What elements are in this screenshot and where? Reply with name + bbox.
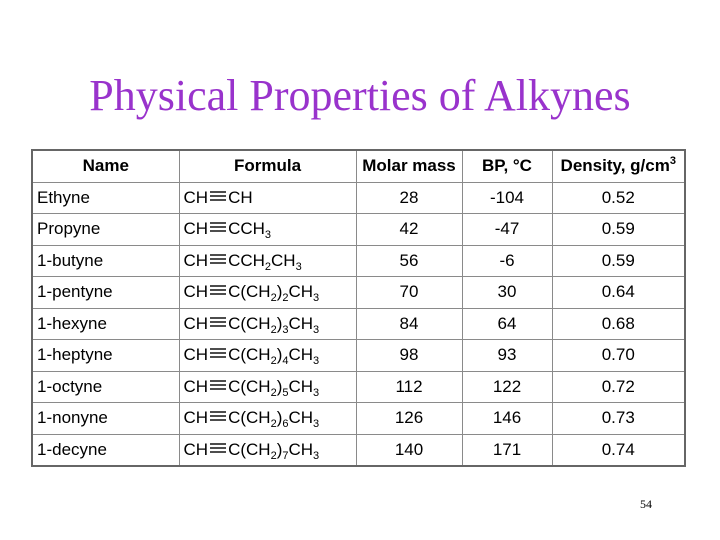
bp-value: -6: [499, 250, 515, 270]
formula-right-2: ): [276, 282, 283, 302]
molar-mass-value: 70: [399, 282, 419, 302]
formula-tail: CH: [288, 408, 314, 428]
formula-right: CCH: [228, 250, 265, 270]
cell-molar-mass: [356, 182, 462, 214]
density-value: 0.68: [601, 313, 635, 333]
cell-name: [32, 182, 179, 214]
formula-right: CH: [228, 187, 253, 207]
formula-subscript-3: 3: [313, 323, 320, 336]
bp-value: -47: [494, 219, 520, 239]
cell-density: [552, 403, 685, 435]
slide-title: Physical Properties of Alkynes: [89, 71, 631, 120]
compound-name: 1-decyne: [37, 439, 107, 459]
cell-name: [32, 245, 179, 277]
formula-left: CH: [183, 282, 209, 302]
density-value: 0.74: [601, 439, 635, 459]
cell-molar-mass: [356, 214, 462, 246]
formula-subscript-2: 7: [282, 449, 289, 462]
table-header-row: [32, 150, 685, 182]
bp-value: 64: [497, 313, 517, 333]
molar-mass-value: 140: [394, 439, 424, 459]
formula-right-2: ): [276, 313, 283, 333]
cell-density: [552, 277, 685, 309]
table-row: [32, 308, 685, 340]
cell-name: [32, 308, 179, 340]
table-body: [32, 182, 685, 466]
formula-left: CH: [183, 408, 209, 428]
cell-formula: [179, 434, 356, 466]
density-value: 0.73: [601, 408, 635, 428]
cell-density: [552, 245, 685, 277]
formula-right: C(CH: [228, 439, 271, 459]
formula-subscript-3: 3: [313, 386, 320, 399]
formula-left: CH: [183, 376, 209, 396]
formula-subscript: 2: [270, 292, 277, 305]
cell-density: [552, 340, 685, 372]
compound-name: Propyne: [37, 219, 101, 239]
density-value: 0.59: [601, 219, 635, 239]
formula-right-2: ): [276, 345, 283, 365]
header-density: [552, 150, 685, 182]
formula-left: CH: [183, 313, 209, 333]
compound-name: 1-octyne: [37, 376, 103, 396]
bp-value: -104: [489, 187, 525, 207]
molar-mass-value: 126: [394, 408, 424, 428]
formula-tail: CH: [288, 313, 314, 333]
triple-bond-icon: [209, 442, 227, 454]
formula-subscript: 2: [270, 323, 277, 336]
formula-right-2: ): [276, 408, 283, 428]
cell-density: [552, 214, 685, 246]
table-row: [32, 214, 685, 246]
cell-bp: [462, 245, 552, 277]
cell-bp: [462, 403, 552, 435]
table-row: [32, 371, 685, 403]
formula-right: CCH: [228, 219, 265, 239]
formula-subscript-2: 3: [295, 260, 302, 273]
compound-name: 1-heptyne: [37, 345, 113, 365]
cell-molar-mass: [356, 434, 462, 466]
bp-value: 171: [492, 439, 522, 459]
header-name: Name: [32, 150, 179, 182]
formula-subscript: 3: [264, 229, 272, 242]
formula-right: C(CH: [228, 313, 271, 333]
cell-molar-mass: [356, 403, 462, 435]
cell-name: [32, 403, 179, 435]
alkyne-properties-table: [31, 149, 686, 467]
formula-subscript: 2: [264, 260, 272, 273]
cell-name: [32, 434, 179, 466]
triple-bond-icon: [209, 410, 227, 422]
cell-formula: [179, 277, 356, 309]
density-value: 0.72: [601, 376, 635, 396]
cell-density: [552, 434, 685, 466]
formula-right: C(CH: [228, 345, 271, 365]
table-row: [32, 182, 685, 214]
formula-subscript-2: 3: [282, 323, 289, 336]
molar-mass-value: 98: [399, 345, 419, 365]
cell-bp: [462, 340, 552, 372]
cell-formula: [179, 182, 356, 214]
formula-subscript-3: 3: [313, 292, 320, 305]
cell-formula: [179, 245, 356, 277]
compound-name: 1-nonyne: [37, 408, 108, 428]
density-value: 0.59: [601, 250, 635, 270]
header-density-label: Density, g/cm: [560, 156, 670, 176]
cell-bp: [462, 371, 552, 403]
formula-subscript: 2: [270, 355, 277, 368]
formula-right-2: CH: [271, 250, 296, 270]
cell-name: [32, 371, 179, 403]
cell-density: [552, 182, 685, 214]
formula-tail: CH: [288, 345, 314, 365]
molar-mass-value: 112: [395, 376, 423, 396]
formula-right: C(CH: [228, 408, 271, 428]
molar-mass-value: 56: [399, 250, 419, 270]
table-row: [32, 434, 685, 466]
formula-subscript-2: 2: [282, 292, 289, 305]
formula-right: C(CH: [228, 282, 271, 302]
cell-name: [32, 340, 179, 372]
cell-bp: [462, 434, 552, 466]
cell-density: [552, 371, 685, 403]
density-value: 0.52: [601, 187, 635, 207]
formula-subscript: 2: [270, 386, 277, 399]
formula-subscript-3: 3: [313, 418, 320, 431]
cell-formula: [179, 403, 356, 435]
formula-subscript-3: 3: [313, 449, 320, 462]
cell-bp: [462, 308, 552, 340]
formula-subscript-2: 6: [282, 418, 289, 431]
cell-bp: [462, 277, 552, 309]
table-row: [32, 340, 685, 372]
compound-name: 1-butyne: [37, 250, 104, 270]
bp-value: 146: [492, 408, 522, 428]
cell-molar-mass: [356, 371, 462, 403]
table-row: [32, 403, 685, 435]
bp-value: 93: [497, 345, 517, 365]
formula-subscript: 2: [270, 449, 277, 462]
formula-right-2: ): [276, 376, 283, 396]
density-value: 0.70: [601, 345, 635, 365]
compound-name: 1-hexyne: [37, 313, 107, 333]
formula-subscript-2: 5: [282, 386, 289, 399]
table-row: [32, 277, 685, 309]
cell-density: [552, 308, 685, 340]
formula-right: C(CH: [228, 376, 271, 396]
header-bp: BP, °C: [462, 150, 552, 182]
compound-name: Ethyne: [37, 187, 90, 207]
header-formula: Formula: [179, 150, 356, 182]
cell-formula: [179, 371, 356, 403]
formula-tail: CH: [288, 282, 314, 302]
formula-subscript: 2: [270, 418, 277, 431]
triple-bond-icon: [209, 221, 227, 233]
density-value: 0.64: [601, 282, 635, 302]
formula-tail: CH: [288, 439, 314, 459]
cell-molar-mass: [356, 245, 462, 277]
cell-bp: [462, 182, 552, 214]
molar-mass-value: 28: [399, 187, 419, 207]
formula-left: CH: [183, 345, 209, 365]
header-density-exponent: 3: [669, 155, 676, 168]
triple-bond-icon: [209, 190, 227, 202]
formula-left: CH: [183, 250, 209, 270]
molar-mass-value: 42: [399, 219, 419, 239]
cell-formula: [179, 214, 356, 246]
page-number: 54: [640, 497, 652, 511]
triple-bond-icon: [209, 379, 227, 391]
compound-name: 1-pentyne: [37, 282, 113, 302]
formula-left: CH: [183, 187, 209, 207]
triple-bond-icon: [209, 316, 227, 328]
cell-molar-mass: [356, 277, 462, 309]
cell-formula: [179, 340, 356, 372]
triple-bond-icon: [209, 284, 227, 296]
bp-value: 30: [497, 282, 517, 302]
cell-formula: [179, 308, 356, 340]
cell-molar-mass: [356, 308, 462, 340]
molar-mass-value: 84: [399, 313, 419, 333]
header-molar-mass: Molar mass: [356, 150, 462, 182]
formula-left: CH: [183, 439, 209, 459]
triple-bond-icon: [209, 253, 227, 265]
cell-name: [32, 277, 179, 309]
formula-right-2: ): [276, 439, 283, 459]
table-row: [32, 245, 685, 277]
formula-subscript-2: 4: [282, 355, 289, 368]
formula-subscript-3: 3: [313, 355, 320, 368]
formula-tail: CH: [288, 376, 314, 396]
cell-bp: [462, 214, 552, 246]
bp-value: 122: [492, 376, 522, 396]
formula-left: CH: [183, 219, 209, 239]
cell-name: [32, 214, 179, 246]
cell-molar-mass: [356, 340, 462, 372]
triple-bond-icon: [209, 347, 227, 359]
